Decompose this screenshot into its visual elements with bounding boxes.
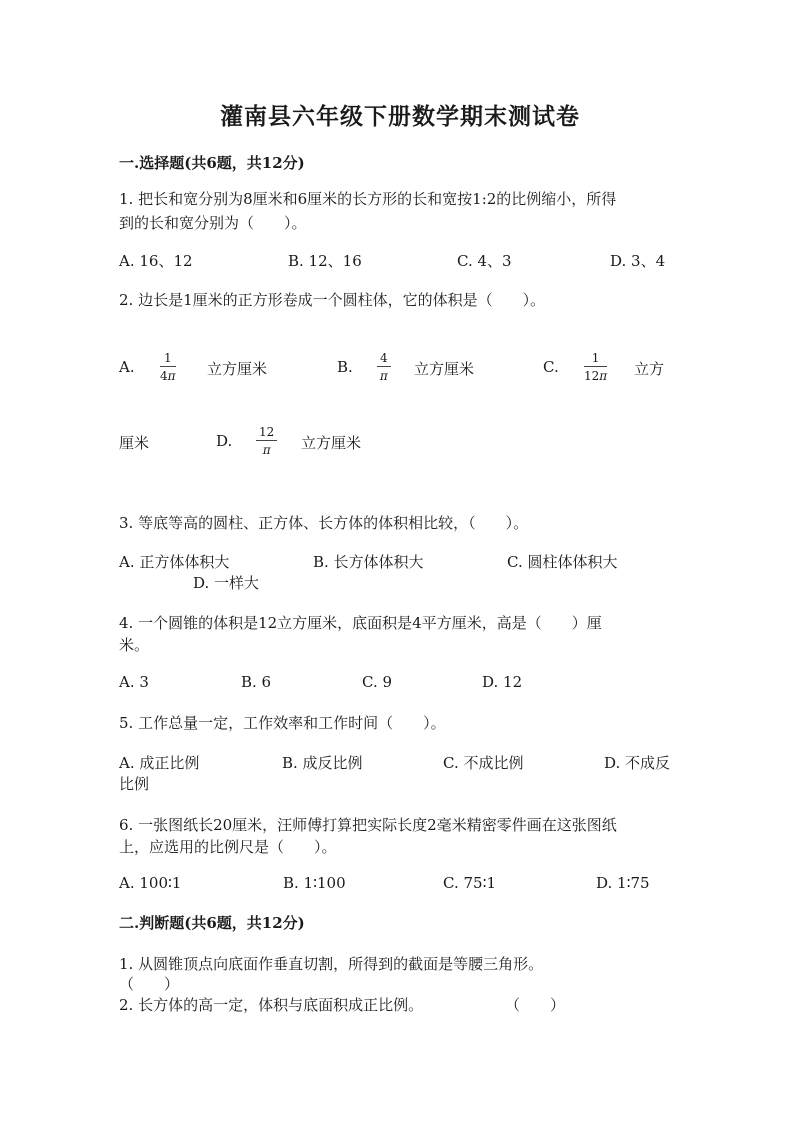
question-6-line-1: 6. 一张图纸长20厘米，汪师傅打算把实际长度2毫米精密零件画在这张图纸 xyxy=(119,816,617,834)
question-6-option-b: B. 1∶100 xyxy=(283,874,346,892)
fraction-numerator: 12 xyxy=(259,425,275,439)
question-3-option-a: A. 正方体体积大 xyxy=(119,553,230,571)
fraction-denominator-symbol: π xyxy=(599,369,608,383)
question-5-option-d: D. 不成反 xyxy=(604,754,671,772)
question-1-option-d: D. 3、4 xyxy=(610,252,666,270)
question-3-option-b: B. 长方体体积大 xyxy=(313,553,424,571)
question-2-unit-d: 立方厘米 xyxy=(301,434,362,452)
question-6-option-d: D. 1∶75 xyxy=(596,874,650,892)
fraction-denominator-symbol: π xyxy=(379,369,388,383)
question-6-option-c: C. 75∶1 xyxy=(443,874,497,892)
question-5-option-a: A. 成正比例 xyxy=(119,754,200,772)
question-1-option-b: B. 12、16 xyxy=(288,252,362,270)
question-1-line-1: 1. 把长和宽分别为8厘米和6厘米的长方形的长和宽按1:2的比例缩小，所得 xyxy=(119,190,617,208)
fraction-denominator-symbol: π xyxy=(262,443,271,457)
question-3-option-d: D. 一样大 xyxy=(193,574,260,592)
question-4-line-1: 4. 一个圆锥的体积是12立方厘米，底面积是4平方厘米，高是（ ）厘 xyxy=(119,614,602,632)
question-1-option-c: C. 4、3 xyxy=(457,252,512,270)
question-2-unit-b: 立方厘米 xyxy=(414,360,475,378)
question-5-option-c: C. 不成比例 xyxy=(443,754,524,772)
question-1-option-a: A. 16、12 xyxy=(119,252,193,270)
question-5-option-b: B. 成反比例 xyxy=(282,754,363,772)
question-4-line-2: 米。 xyxy=(119,636,150,654)
section-heading-judgement: 二.判断题(共6题，共12分) xyxy=(119,914,305,932)
judgement-2-line-1: 2. 长方体的高一定，体积与底面积成正比例。 xyxy=(119,996,424,1014)
judgement-2-answer-paren: （ ） xyxy=(505,996,566,1014)
question-2-fraction-d xyxy=(256,426,277,456)
question-2-unit-c: 立方 xyxy=(634,360,665,378)
question-2-unit-a: 立方厘米 xyxy=(207,360,268,378)
question-2-option-d: D. xyxy=(216,432,233,450)
question-6-line-2: 上，应选用的比例尺是（ ）。 xyxy=(119,838,337,856)
fraction-denominator-number: 4 xyxy=(160,369,168,383)
question-2-option-b: B. xyxy=(337,358,353,376)
fraction-numerator: 1 xyxy=(591,351,600,365)
question-6-option-a: A. 100∶1 xyxy=(119,874,182,892)
judgement-1-line-1: 1. 从圆锥顶点向底面作垂直切割，所得到的截面是等腰三角形。 xyxy=(119,955,544,973)
fraction-numerator: 1 xyxy=(163,351,172,365)
page-title: 灌南县六年级下册数学期末测试卷 xyxy=(220,103,580,130)
question-4-option-a: A. 3 xyxy=(119,673,149,691)
judgement-1-answer-paren: （ ） xyxy=(119,975,180,993)
question-3-line-1: 3. 等底等高的圆柱、正方体、长方体的体积相比较，（ ）。 xyxy=(119,514,529,532)
question-2-wrap-text: 厘米 xyxy=(119,434,150,452)
question-1-line-2: 到的长和宽分别为（ ）。 xyxy=(119,214,307,232)
question-5-wrap-text: 比例 xyxy=(119,775,150,793)
question-2-fraction-c xyxy=(584,352,607,382)
question-2-option-c: C. xyxy=(543,358,559,376)
question-2-line-1: 2. 边长是1厘米的正方形卷成一个圆柱体，它的体积是（ ）。 xyxy=(119,291,546,309)
question-4-option-d: D. 12 xyxy=(482,673,523,691)
question-3-option-c: C. 圆柱体体积大 xyxy=(507,553,618,571)
section-heading-choice: 一.选择题(共6题，共12分) xyxy=(119,154,305,172)
question-2-fraction-a xyxy=(160,352,176,382)
question-2-option-a: A. xyxy=(119,358,135,376)
question-2-fraction-b xyxy=(377,352,391,382)
question-5-line-1: 5. 工作总量一定，工作效率和工作时间（ ）。 xyxy=(119,714,446,732)
question-4-option-b: B. 6 xyxy=(241,673,272,691)
fraction-denominator-symbol: π xyxy=(167,369,176,383)
fraction-denominator-number: 12 xyxy=(584,369,600,383)
question-4-option-c: C. 9 xyxy=(362,673,393,691)
fraction-numerator: 4 xyxy=(380,351,388,365)
